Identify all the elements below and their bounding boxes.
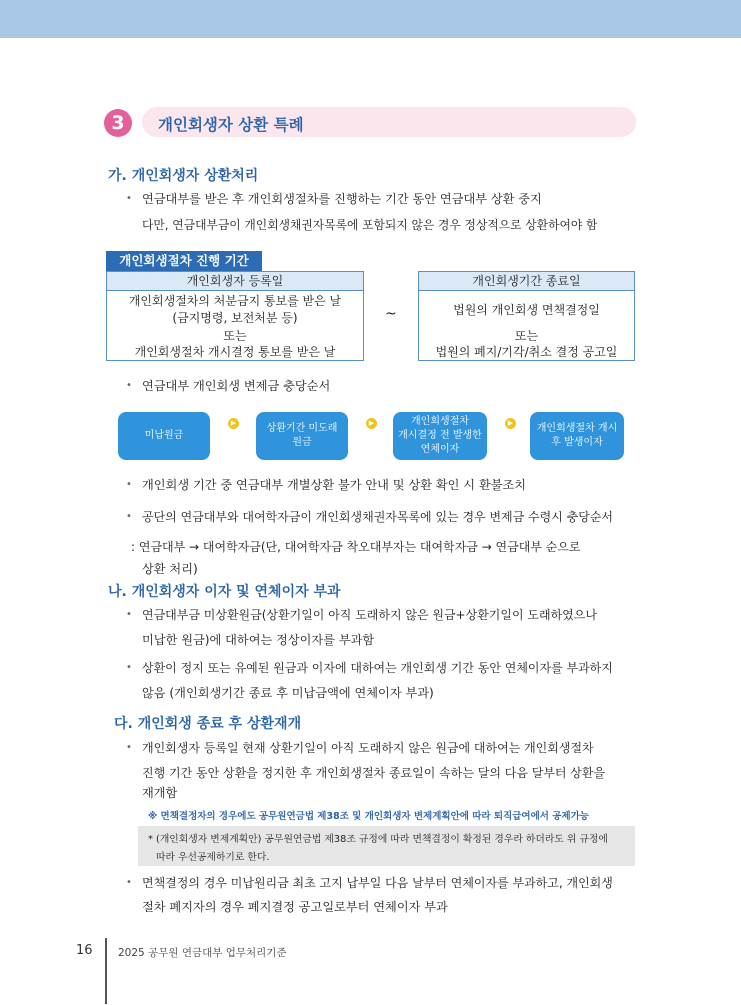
section-number-badge: 3 bbox=[104, 109, 132, 137]
tilde-separator: ~ bbox=[385, 306, 397, 322]
bullet-icon: • bbox=[126, 380, 132, 391]
paragraph-text: 연금대부금 미상환원금(상환기일이 아직 도래하지 않은 원금+상환기일이 도래하였으나 bbox=[142, 608, 597, 622]
paragraph-text: 미납한 원금)에 대하여는 정상이자를 부과함 bbox=[142, 633, 375, 647]
paragraph-text: 진행 기간 동안 상환을 정지한 후 개인회생절차 종료일이 속하는 달의 다음 달부터 상환을 bbox=[142, 766, 606, 780]
paragraph-text: 다만, 연금대부금이 개인회생채권자목록에 포함되지 않은 경우 정상적으로 상환하여야 함 bbox=[142, 218, 598, 232]
box-line: 개인회생절차의 처분금지 통보를 받은 날 bbox=[128, 294, 342, 308]
bullet-icon: • bbox=[126, 511, 132, 522]
end-date-box bbox=[418, 271, 635, 361]
flow-step-line: 후 발생이자 bbox=[551, 437, 603, 448]
subsection-heading-na: 나. 개인회생자 이자 및 연체이자 부과 bbox=[108, 584, 341, 600]
paragraph-text: 상환 처리) bbox=[142, 562, 198, 576]
bullet-icon: • bbox=[126, 877, 132, 888]
note-box-line: 따라 우선공제하기로 한다. bbox=[156, 852, 270, 863]
period-label: 개인회생절차 진행 기간 bbox=[106, 251, 262, 271]
box-header: 개인회생기간 종료일 bbox=[419, 272, 634, 291]
subsection-heading-ga: 가. 개인회생자 상환처리 bbox=[108, 168, 259, 184]
paragraph-text: 공단의 연금대부와 대여학자금이 개인회생채권자목록에 있는 경우 변제금 수령시 충당순서 bbox=[142, 510, 614, 524]
paragraph-text: 개인회생 기간 중 연금대부 개별상환 불가 안내 및 상환 확인 시 환불조치 bbox=[142, 478, 527, 492]
box-line: 법원의 개인회생 면책결정일 bbox=[453, 303, 600, 317]
flow-step bbox=[530, 412, 624, 460]
paragraph-text: 개인회생자 등록일 현재 상환기일이 아직 도래하지 않은 원금에 대하여는 개인회생절차 bbox=[142, 741, 594, 755]
flow-step-line: 미납원금 bbox=[144, 430, 184, 441]
box-line: 법원의 폐지/기각/취소 결정 공고일 bbox=[435, 345, 618, 359]
flow-step-line: 원금 bbox=[292, 437, 312, 448]
subsection-heading-da: 다. 개인회생 종료 후 상환재개 bbox=[114, 716, 302, 732]
paragraph-text: : 연금대부 → 대여학자금(단, 대여학자금 착오대부자는 대여학자금 → 연금대부 순으로 bbox=[131, 540, 581, 554]
page-number: 16 bbox=[76, 943, 93, 958]
paragraph-text: 재개함 bbox=[142, 786, 178, 800]
header-band bbox=[0, 0, 741, 38]
flow-step bbox=[256, 412, 348, 460]
arrow-right-icon: ▶ bbox=[228, 418, 239, 429]
box-header: 개인회생자 등록일 bbox=[107, 272, 363, 291]
bullet-icon: • bbox=[126, 609, 132, 620]
note-text: ※ 면책결정자의 경우에도 공무원연금법 제38조 및 개인회생자 변제계획안에 따라 퇴직급여에서 공제가능 bbox=[148, 811, 589, 822]
bullet-icon: • bbox=[126, 662, 132, 673]
flow-step bbox=[393, 412, 487, 460]
bullet-icon: • bbox=[126, 479, 132, 490]
box-line: 또는 bbox=[223, 329, 247, 343]
arrow-right-icon: ▶ bbox=[505, 418, 516, 429]
flow-step-line: 개인회생절차 개시 bbox=[536, 423, 618, 434]
box-line: 또는 bbox=[514, 329, 539, 343]
flow-step bbox=[118, 412, 210, 460]
note-box-line: * (개인회생자 변제계획안) 공무원연금법 제38조 규정에 따라 면책결정이 확정된 경우라 하더라도 위 규정에 bbox=[148, 834, 608, 845]
footer-title: 2025 공무원 연금대부 업무처리기준 bbox=[118, 947, 287, 959]
registration-date-box bbox=[106, 271, 364, 361]
section-title: 개인회생자 상환 특례 bbox=[158, 116, 304, 134]
bullet-icon: • bbox=[126, 193, 132, 204]
paragraph-text: 절차 폐지자의 경우 폐지결정 공고일로부터 연체이자 부과 bbox=[142, 900, 448, 914]
box-line: (금지명령, 보전처분 등) bbox=[172, 311, 298, 325]
bullet-icon: • bbox=[126, 742, 132, 753]
arrow-right-icon: ▶ bbox=[366, 418, 377, 429]
flow-step-line: 상환기간 미도래 bbox=[266, 423, 338, 434]
box-line: 개인회생절차 개시결정 통보를 받은 날 bbox=[134, 345, 336, 359]
paragraph-text: 연금대부를 받은 후 개인회생절차를 진행하는 기간 동안 연금대부 상환 중지 bbox=[142, 192, 542, 206]
flow-step-line: 연체이자 bbox=[420, 444, 460, 455]
paragraph-text: 않음 (개인회생기간 종료 후 미납금액에 연체이자 부과) bbox=[142, 686, 434, 700]
paragraph-text: 연금대부 개인회생 변제금 충당순서 bbox=[142, 379, 331, 393]
paragraph-text: 면책결정의 경우 미납원리금 최초 고지 납부일 다음 날부터 연체이자를 부과하고, 개인회생 bbox=[142, 876, 613, 890]
flow-step-line: 개시결정 전 발생한 bbox=[398, 430, 482, 441]
footer-divider bbox=[105, 938, 107, 1004]
paragraph-text: 상환이 정지 또는 유예된 원금과 이자에 대하여는 개인회생 기간 동안 연체이자를 부과하지 bbox=[142, 661, 613, 675]
flow-step-line: 개인회생절차 bbox=[411, 416, 469, 427]
